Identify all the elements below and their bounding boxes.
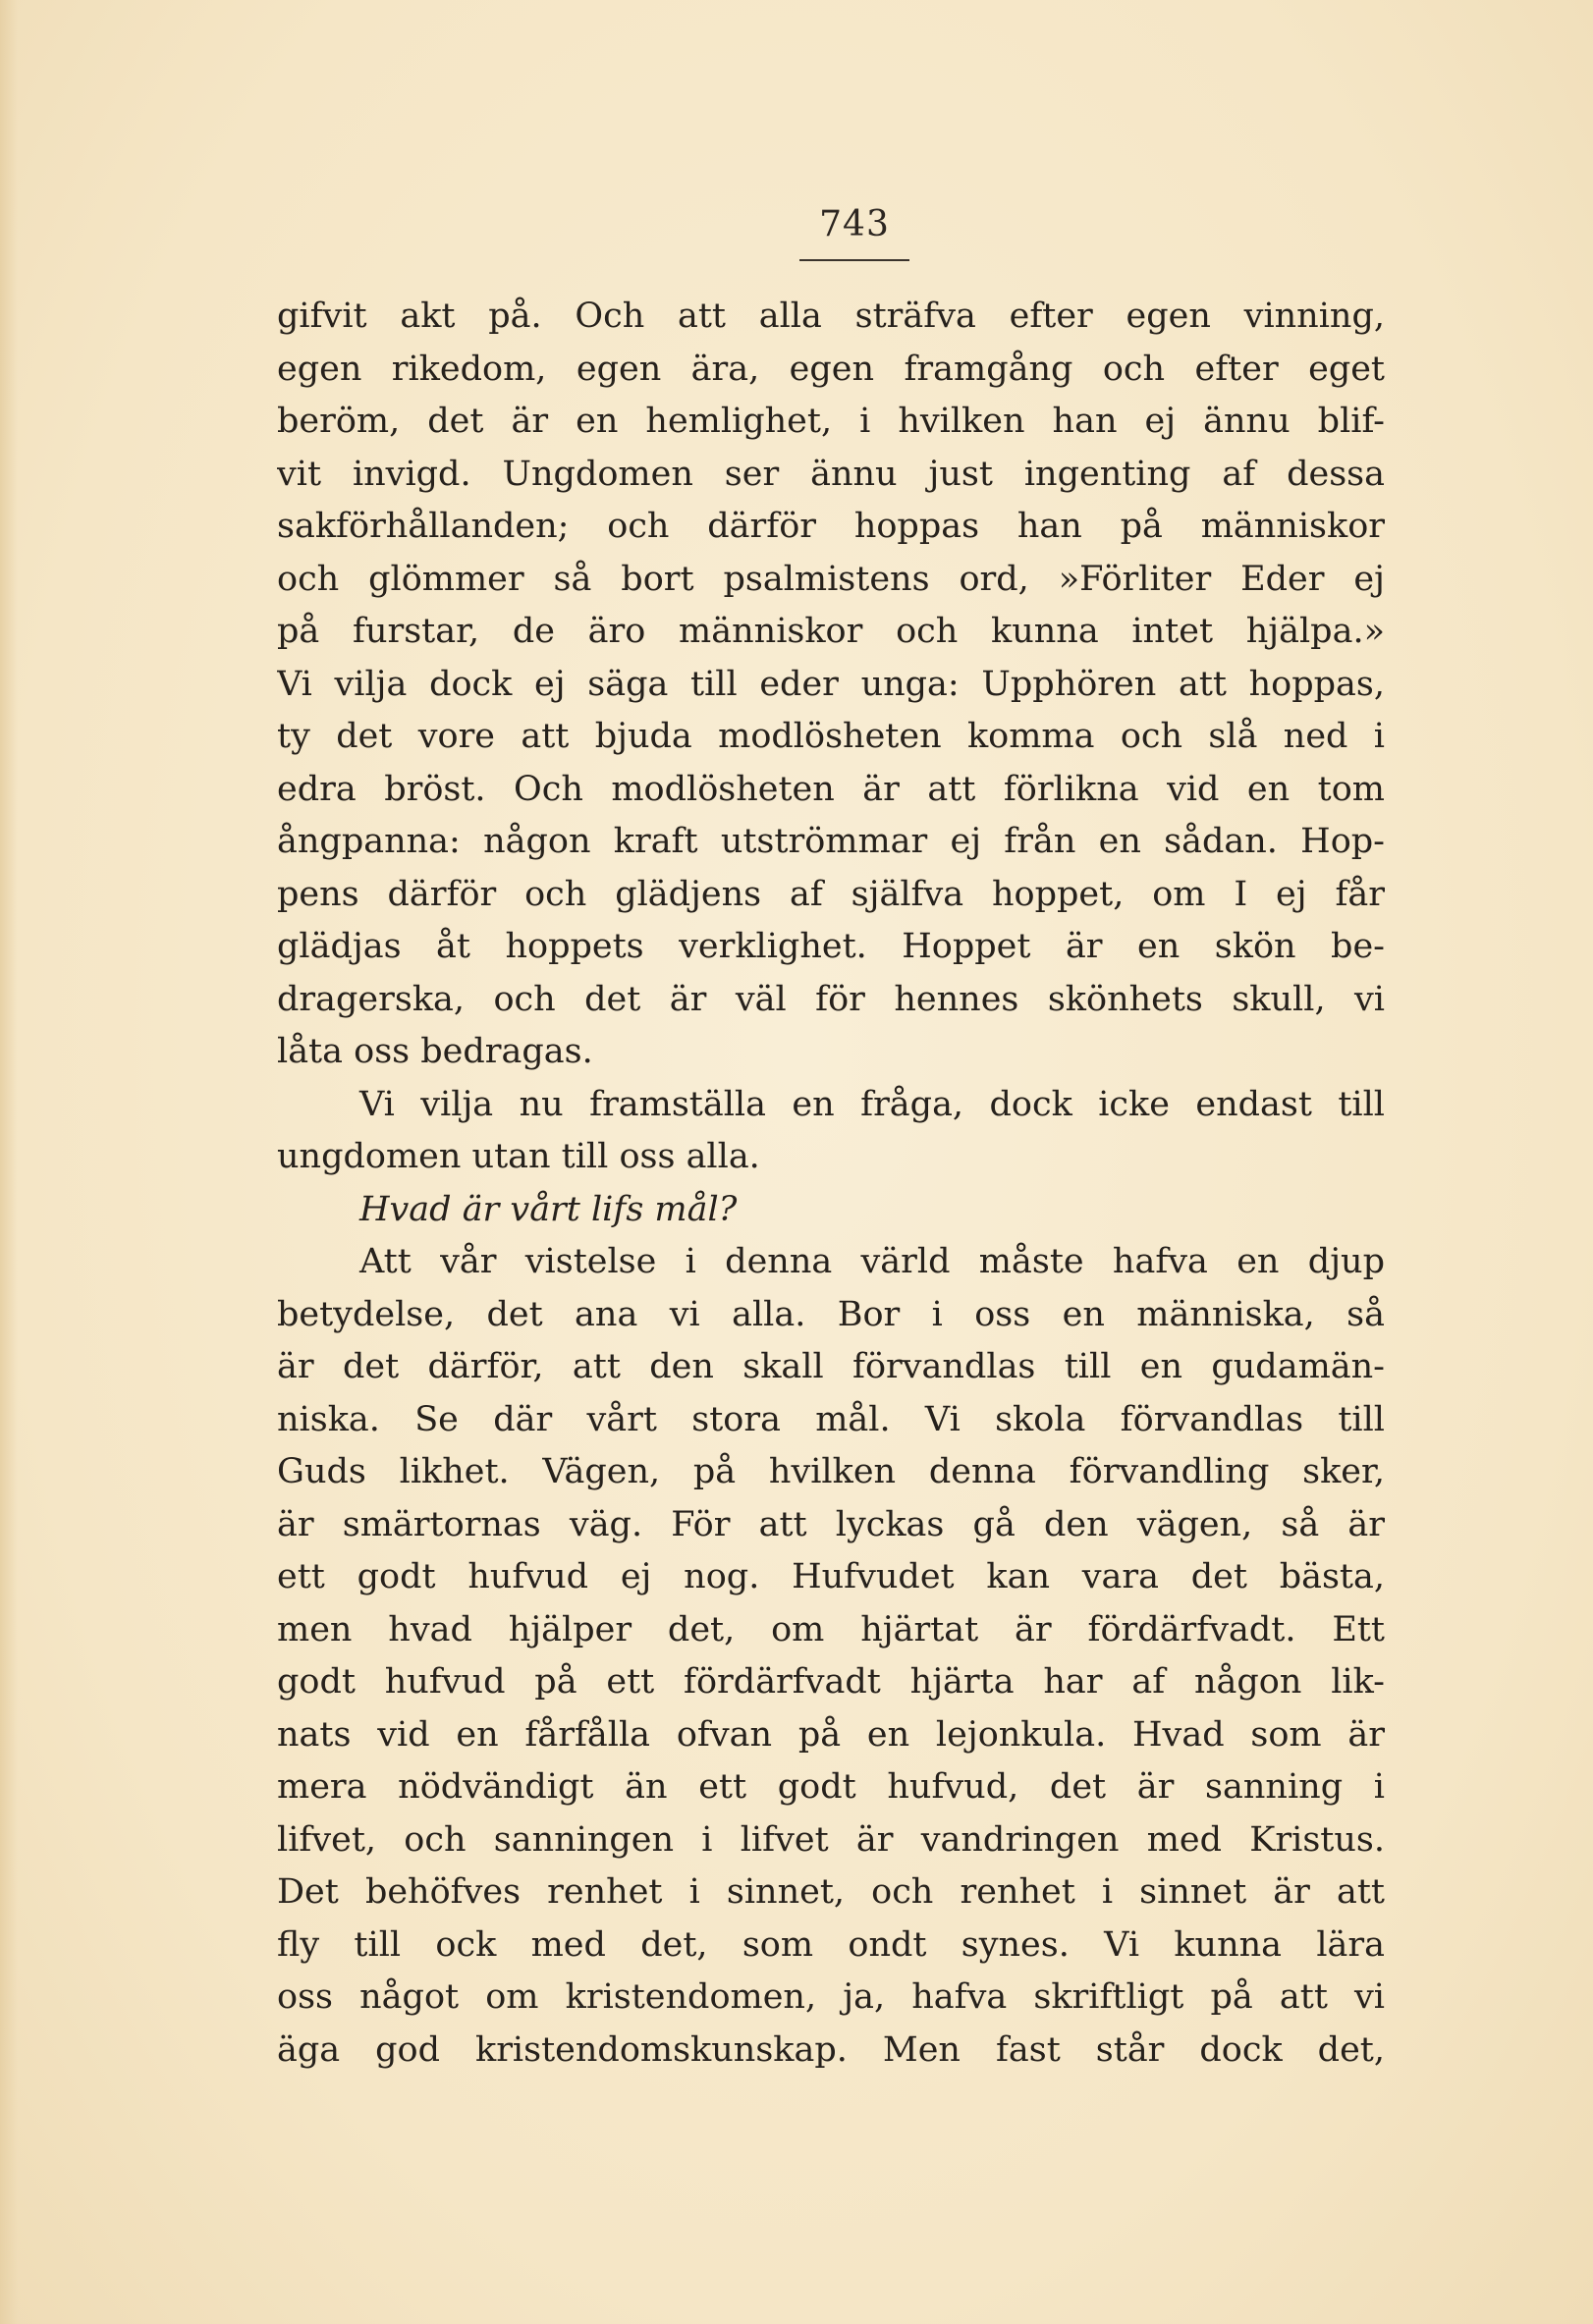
- text-line: är smärtornas väg. För att lyckas gå den vägen, så är: [277, 1504, 1385, 1544]
- text-line: men hvad hjälper det, om hjärtat är fördärfvadt. Ett: [277, 1609, 1385, 1649]
- text-line: och glömmer så bort psalmistens ord, »Förliter Eder ej: [277, 559, 1385, 599]
- text-line: egen rikedom, egen ära, egen framgång och efter eget: [277, 349, 1385, 389]
- text-line: vit invigd. Ungdomen ser ännu just ingenting af dessa: [277, 454, 1385, 494]
- text-line: ett godt hufvud ej nog. Hufvudet kan vara det bästa,: [277, 1557, 1385, 1596]
- body-text: [277, 291, 1385, 2077]
- text-line: fly till ock med det, som ondt synes. Vi kunna lära: [277, 1924, 1385, 1965]
- text-line: betydelse, det ana vi alla. Bor i oss en människa, så: [277, 1294, 1385, 1334]
- text-line: niska. Se där vårt stora mål. Vi skola förvandlas till: [277, 1399, 1385, 1439]
- text-line: Vi vilja dock ej säga till eder unga: Upphören att hoppas,: [277, 664, 1385, 704]
- text-line: beröm, det är en hemlighet, i hvilken han ej ännu blif-: [277, 402, 1385, 441]
- page-edge-shadow: [0, 0, 18, 2324]
- text-line: glädjas åt hoppets verklighet. Hoppet är en skön be-: [277, 927, 1385, 966]
- text-line: Att vår vistelse i denna värld måste hafva en djup: [359, 1242, 1385, 1281]
- text-line: oss något om kristendomen, ja, hafva skriftligt på att vi: [277, 1977, 1385, 2017]
- text-line: låta oss bedragas.: [277, 1032, 593, 1071]
- text-line: gifvit akt på. Och att alla sträfva efter egen vinning,: [277, 297, 1385, 336]
- page-number-rule: [799, 259, 909, 261]
- italic-question-line: Hvad är vårt lifs mål?: [359, 1189, 738, 1229]
- text-line: lifvet, och sanningen i lifvet är vandringen med Kristus.: [277, 1819, 1385, 1860]
- text-line: ungdomen utan till oss alla.: [277, 1137, 760, 1176]
- text-line: Det behöfves renhet i sinnet, och renhet i sinnet är att: [277, 1872, 1385, 1912]
- text-line: edra bröst. Och modlösheten är att förlikna vid en tom: [277, 769, 1385, 809]
- text-line: på furstar, de äro människor och kunna intet hjälpa.»: [277, 612, 1385, 651]
- text-line: äga god kristendomskunskap. Men fast står dock det,: [277, 2029, 1385, 2070]
- text-line: Vi vilja nu framställa en fråga, dock icke endast till: [359, 1084, 1385, 1124]
- text-line: mera nödvändigt än ett godt hufvud, det är sanning i: [277, 1767, 1385, 1807]
- text-line: pens därför och glädjens af själfva hoppet, om I ej får: [277, 874, 1385, 914]
- text-line: är det därför, att den skall förvandlas till en gudamän-: [277, 1347, 1385, 1386]
- page-number: 743: [819, 204, 890, 244]
- text-line: ångpanna: någon kraft utströmmar ej från en sådan. Hop-: [277, 822, 1385, 861]
- text-line: nats vid en fårfålla ofvan på en lejonkula. Hvad som är: [277, 1714, 1385, 1755]
- text-line: ty det vore att bjuda modlösheten komma och slå ned i: [277, 717, 1385, 756]
- text-line: Guds likhet. Vägen, på hvilken denna förvandling sker,: [277, 1452, 1385, 1491]
- text-line: dragerska, och det är väl för hennes skönhets skull, vi: [277, 979, 1385, 1019]
- text-line: godt hufvud på ett fördärfvadt hjärta har af någon lik-: [277, 1662, 1385, 1702]
- text-line: sakförhållanden; och därför hoppas han på människor: [277, 507, 1385, 546]
